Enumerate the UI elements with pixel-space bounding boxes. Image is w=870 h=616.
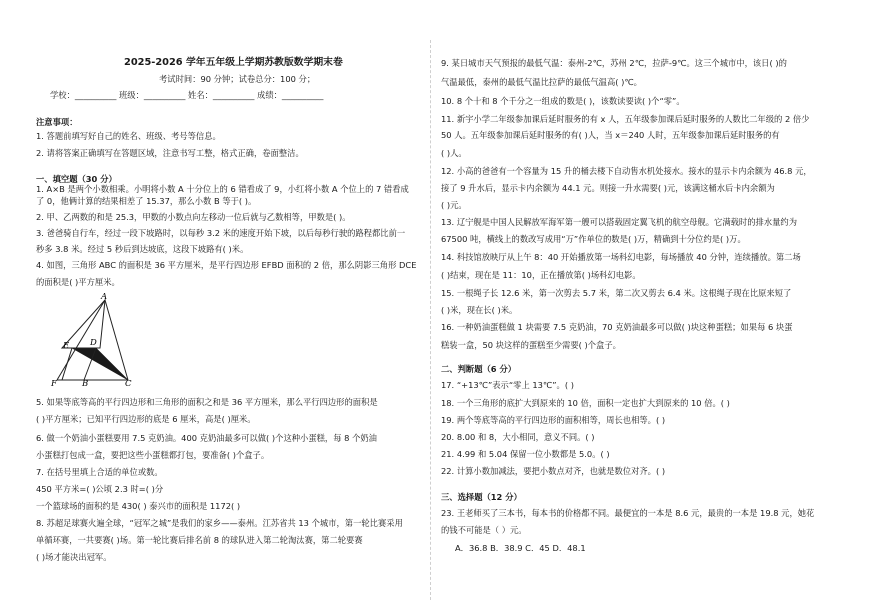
text-line: 了 0，他俩计算的结果相差了 15.37，那么小数 B 等于( )。 bbox=[36, 196, 257, 206]
text-line: ( )米，现在长( )米。 bbox=[441, 305, 518, 315]
column-divider bbox=[430, 40, 431, 600]
text-line: 22. 计算小数加减法，要把小数点对齐，也就是数位对齐。( ) bbox=[441, 466, 666, 476]
side-ab bbox=[57, 300, 105, 380]
label-d: D bbox=[90, 338, 97, 348]
text-line: 1. A×B 是两个小数相乘。小明将小数 A 十分位上的 6 错看成了 9，小红将小数 A 个位上的 7 错看成 bbox=[36, 184, 409, 194]
text-line: ( )人。 bbox=[441, 148, 467, 158]
text-line: 6. 做一个奶油小蛋糕要用 7.5 克奶油。400 克奶油最多可以做( )个这种小蛋糕，每 8 个奶油 bbox=[36, 433, 377, 443]
text-line: 11. 新宇小学二年级参加课后延时服务的有 x 人，五年级参加课后延时服务的人数比二年级的 2 倍少 bbox=[441, 114, 810, 124]
label-b: B bbox=[82, 379, 89, 387]
text-line: 5. 如果等底等高的平行四边形和三角形的面积之和是 36 平方厘米，那么平行四边形的面积是 bbox=[36, 397, 378, 407]
text-line: 19. 两个等底等高的平行四边形的面积相等，周长也相等。( ) bbox=[441, 415, 666, 425]
text-line: 学校：__________ 班级：__________ 姓名：__________ 成绩：__________ bbox=[50, 90, 324, 100]
section-heading: 三、选择题（12 分） bbox=[441, 492, 522, 502]
text-line: 17. “+13℃”表示“零上 13℃”。( ) bbox=[441, 380, 574, 390]
text-line: 20. 8.00 和 8，大小相同，意义不同。( ) bbox=[441, 432, 595, 442]
label-a: A bbox=[101, 292, 108, 302]
exam-title: 2025-2026 学年五年级上学期苏教版数学期末卷 bbox=[124, 57, 343, 68]
text-line: 3. 爸爸骑自行车，经过一段下坡路时，以每秒 3.2 米的速度开始下坡，以后每秒行驶的路程都比前一 bbox=[36, 228, 406, 238]
text-line: 9. 某日城市天气预报的最低气温：泰州-2℃，苏州 2℃，拉萨-9℃。这三个城市中，该日( )的 bbox=[441, 58, 787, 68]
text-line: A．36.8 B．38.9 C．45 D．48.1 bbox=[455, 543, 586, 553]
triangle-figure bbox=[42, 292, 152, 387]
section-heading: 注意事项： bbox=[36, 117, 78, 127]
text-line: 15. 一根绳子长 12.6 米，第一次剪去 5.7 米，第二次又剪去 6.4 米。这根绳子现在比原来短了 bbox=[441, 288, 792, 298]
text-line: 13. 辽宁舰是中国人民解放军海军第一艘可以搭载固定翼飞机的航空母舰。它满载时的排水量约为 bbox=[441, 217, 798, 227]
text-line: 8. 苏超足球赛火遍全球，“冠军之城”是我们的家乡——泰州。江苏省共 13 个城市，第一轮比赛采用 bbox=[36, 518, 403, 528]
text-line: 18. 一个三角形的底扩大到原来的 10 倍，面积一定也扩大到原来的 10 倍。( ) bbox=[441, 398, 730, 408]
text-line: 秒多 3.8 米。经过 5 秒后到达坡底，这段下坡路有( )米。 bbox=[36, 244, 249, 254]
segment-ef bbox=[62, 348, 72, 380]
text-line: 接了 9 升水后，显示卡内余额为 44.1 元。则接一升水需要( )元，该满这桶水后卡内余额为 bbox=[441, 183, 775, 193]
text-line: 的钱不可能是（ ）元。 bbox=[441, 525, 527, 535]
text-line: 16. 一种奶油蛋糕做 1 块需要 7.5 克奶油，70 克奶油最多可以做( )块这种蛋糕；如果每 6 块蛋 bbox=[441, 322, 793, 332]
text-line: 气温最低，泰州的最低气温比拉萨的最低气温高( )℃。 bbox=[441, 77, 642, 87]
label-c: C bbox=[125, 379, 132, 387]
text-line: ( )场才能决出冠军。 bbox=[36, 552, 112, 562]
text-line: 50 人。五年级参加课后延时服务的有( )人，当 x＝240 人时，五年级参加课后延时服务的有 bbox=[441, 130, 780, 140]
text-line: ( )结束，现在是 11：10，正在播放第( )场科幻电影。 bbox=[441, 270, 641, 280]
text-line: 450 平方米=( )公顷 2.3 时=( )分 bbox=[36, 484, 164, 494]
text-line: 21. 4.99 和 5.04 保留一位小数都是 5.0。( ) bbox=[441, 449, 610, 459]
label-e: E bbox=[63, 341, 70, 351]
text-line: 2. 甲、乙两数的和是 25.3，甲数的小数点向左移动一位后就与乙数相等，甲数是( )。 bbox=[36, 212, 351, 222]
text-line: 10. 8 个十和 8 个千分之一组成的数是( )，该数读要读( )个“零”。 bbox=[441, 96, 685, 106]
text-line: 67500 吨，横线上的数改写成用“万”作单位的数是( )万，精确到十分位约是( )万。 bbox=[441, 234, 746, 244]
text-line: 糕装一盒，50 块这样的蛋糕至少需要( )个盒子。 bbox=[441, 340, 621, 350]
text-line: 小蛋糕打包成一盒，要把这些小蛋糕都打包，要准备( )个盒子。 bbox=[36, 450, 270, 460]
text-line: 考试时间：90 分钟；试卷总分：100 分； bbox=[159, 74, 316, 84]
text-line: ( )元。 bbox=[441, 200, 467, 210]
text-line: 单循环赛，一共要赛( )场。第一轮比赛后排名前 8 的球队进入第二轮淘汰赛，第二轮要赛 bbox=[36, 535, 363, 545]
text-line: 23. 王老师买了三本书，每本书的价格都不同。最便宜的一本是 8.6 元，最贵的一本是 19.8 元，她花 bbox=[441, 508, 815, 518]
section-heading: 一、填空题（30 分） bbox=[36, 174, 117, 184]
text-line: 7. 在括号里填上合适的单位或数。 bbox=[36, 467, 163, 477]
text-line: 12. 小高的爸爸有一个容量为 15 升的桶去楼下自动售水机处接水。接水的显示卡内余额为 46.8 元， bbox=[441, 166, 812, 176]
text-line: ( )平方厘米；已知平行四边形的底是 6 厘米，高是( )厘米。 bbox=[36, 414, 256, 424]
text-line: 的面积是( )平方厘米。 bbox=[36, 277, 120, 287]
section-heading: 二、判断题（6 分） bbox=[441, 364, 517, 374]
text-line: 4. 如图，三角形 ABC 的面积是 36 平方厘米，是平行四边形 EFBD 面积的 2 倍，那么阴影三角形 DCE bbox=[36, 260, 417, 270]
text-line: 一个篮球场的面积约是 430( ) 泰兴市的面积是 1172( ) bbox=[36, 501, 241, 511]
text-line: 1. 答题前填写好自己的姓名、班级、考号等信息。 bbox=[36, 131, 221, 141]
text-line: 2. 请将答案正确填写在答题区域，注意书写工整，格式正确，卷面整洁。 bbox=[36, 148, 304, 158]
text-line: 14. 科技馆放映厅从上午 8：40 开始播放第一场科幻电影，每场播放 40 分钟，连续播放。第二场 bbox=[441, 252, 801, 262]
label-f: F bbox=[51, 379, 57, 387]
